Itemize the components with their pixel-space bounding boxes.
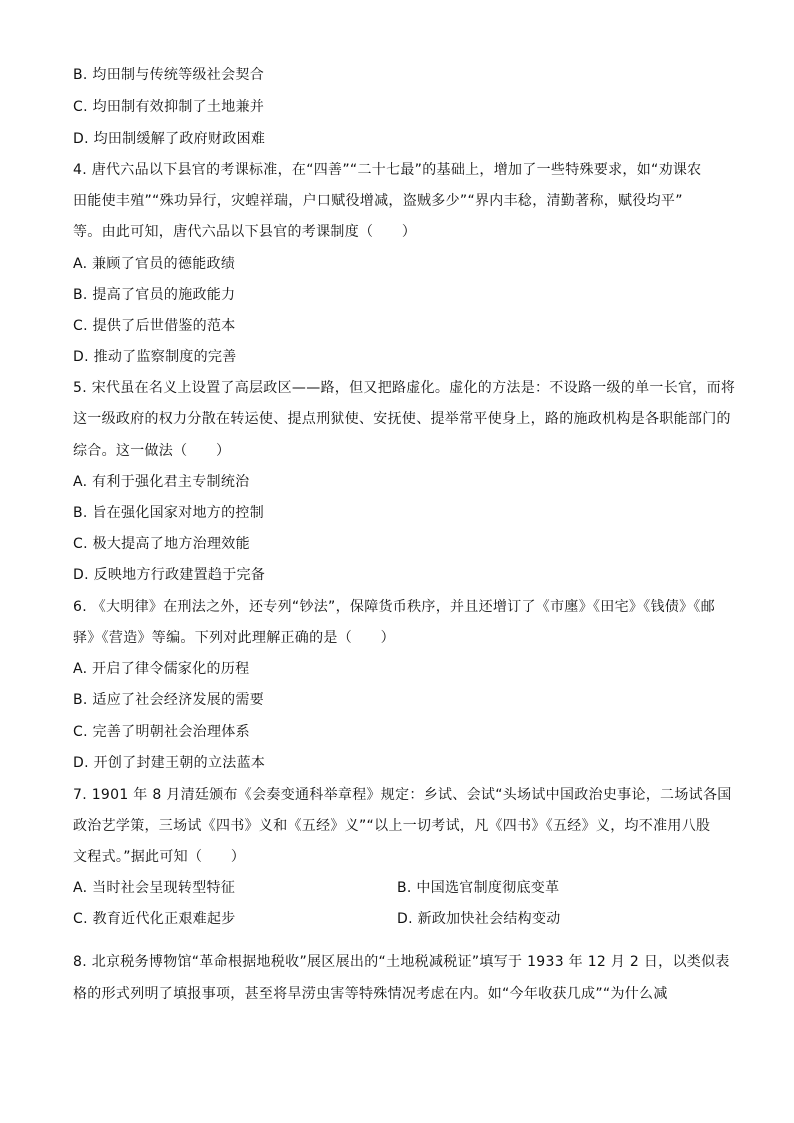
q8-stem-line-2: 格的形式列明了填报事项，甚至将旱涝虫害等特殊情况考虑在内。如“今年收获几成”“为什么减 xyxy=(73,986,668,1002)
q6-option-d: D. 开创了封建王朝的立法蓝本 xyxy=(73,755,266,771)
q5-stem-line-2: 这一级政府的权力分散在转运使、提点刑狱使、安抚使、提举常平使身上，路的施政机构是各职能部门的 xyxy=(73,411,731,427)
q5-option-c: C. 极大提高了地方治理效能 xyxy=(73,536,250,552)
q7-option-b: B. 中国选官制度彻底变革 xyxy=(397,880,560,896)
q3-option-d: D. 均田制缓解了政府财政困难 xyxy=(73,131,266,147)
q4-option-b: B. 提高了官员的施政能力 xyxy=(73,287,236,303)
q7-stem-line-2: 政治艺学策，三场试《四书》义和《五经》义”“以上一切考试，凡《四书》《五经》义，均不准用八股 xyxy=(73,818,711,834)
q4-option-c: C. 提供了后世借鉴的范本 xyxy=(73,318,236,334)
q4-stem-line-3: 等。由此可知，唐代六品以下县官的考课制度（ ） xyxy=(73,224,417,240)
q6-stem-line-1: 6. 《大明律》在刑法之外，还专列“钞法”，保障货币秩序，并且还增订了《市廛》《田宅》《钱债》《邮 xyxy=(73,599,716,615)
q6-stem-line-2: 驿》《营造》等编。下列对此理解正确的是（ ） xyxy=(73,630,395,646)
q5-option-a: A. 有利于强化君主专制统治 xyxy=(73,474,250,490)
q7-option-d: D. 新政加快社会结构变动 xyxy=(397,911,561,927)
q4-stem-line-1: 4. 唐代六品以下县官的考课标准，在“四善”“二十七最”的基础上，增加了一些特殊要求，如“劝课农 xyxy=(73,162,702,178)
q5-option-b: B. 旨在强化国家对地方的控制 xyxy=(73,505,265,521)
q6-option-a: A. 开启了律令儒家化的历程 xyxy=(73,661,250,677)
q4-stem-line-2: 田能使丰殖”“殊功异行，灾蝗祥瑞，户口赋役增减，盗贼多少”“界内丰稔，清勤著称，赋役均平” xyxy=(73,193,683,209)
q5-stem-line-1: 5. 宋代虽在名义上设置了高层政区——路，但又把路虚化。虚化的方法是：不设路一级的单一长官，而将 xyxy=(73,380,736,396)
q7-stem-line-3: 文程式。”据此可知（ ） xyxy=(73,849,246,865)
q5-option-d: D. 反映地方行政建置趋于完备 xyxy=(73,567,266,583)
q3-option-b: B. 均田制与传统等级社会契合 xyxy=(73,67,265,83)
q4-option-d: D. 推动了监察制度的完善 xyxy=(73,349,237,365)
q7-option-a: A. 当时社会呈现转型特征 xyxy=(73,880,236,896)
q3-option-c: C. 均田制有效抑制了土地兼并 xyxy=(73,99,265,115)
q8-stem-line-1: 8. 北京税务博物馆“革命根据地税收”展区展出的“土地税减税证”填写于 1933 年 12 月 2 日，以类似表 xyxy=(73,954,730,970)
q7-stem-line-1: 7. 1901 年 8 月清廷颁布《会奏变通科举章程》规定：乡试、会试“头场试中国政治史事论，二场试各国 xyxy=(73,787,732,803)
q7-option-c: C. 教育近代化正艰难起步 xyxy=(73,911,236,927)
q4-option-a: A. 兼顾了官员的德能政绩 xyxy=(73,256,236,272)
q6-option-b: B. 适应了社会经济发展的需要 xyxy=(73,692,265,708)
q6-option-c: C. 完善了明朝社会治理体系 xyxy=(73,724,250,740)
q5-stem-line-3: 综合。这一做法（ ） xyxy=(73,443,231,459)
